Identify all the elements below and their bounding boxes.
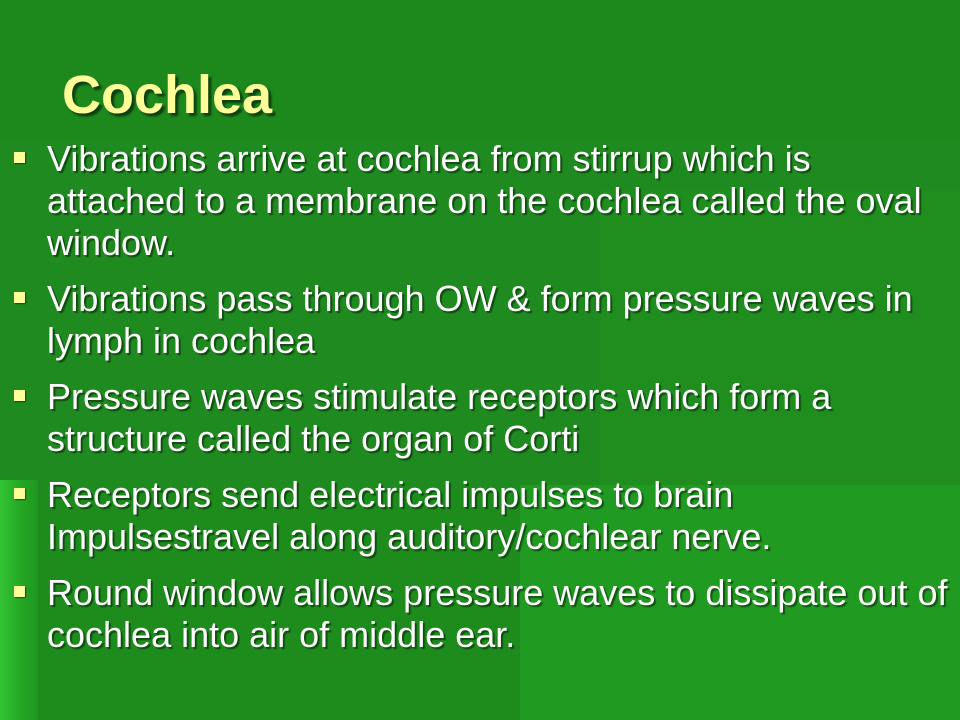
bullet-item — [14, 376, 954, 460]
bullet-item — [14, 474, 954, 558]
bullet-text: Receptors send electrical impulses to brain Impulsestravel along auditory/cochlear nerve. — [47, 474, 772, 557]
bullet-text: Round window allows pressure waves to dissipate out of cochlea into air of middle ear. — [47, 572, 948, 655]
square-bullet-icon — [14, 292, 25, 303]
bullet-text: Pressure waves stimulate receptors which form a structure called the organ of Corti — [47, 376, 832, 459]
square-bullet-icon — [14, 488, 25, 499]
bullet-list — [14, 138, 954, 670]
bullet-item — [14, 278, 954, 362]
square-bullet-icon — [14, 152, 25, 163]
bullet-text: Vibrations pass through OW & form pressure waves in lymph in cochlea — [47, 278, 913, 361]
square-bullet-icon — [14, 586, 25, 597]
bullet-text: Vibrations arrive at cochlea from stirrup which is attached to a membrane on the cochlea called the oval window. — [47, 138, 922, 263]
slide-title: Cochlea — [62, 65, 273, 125]
bullet-item — [14, 138, 954, 264]
bullet-item — [14, 572, 954, 656]
square-bullet-icon — [14, 390, 25, 401]
